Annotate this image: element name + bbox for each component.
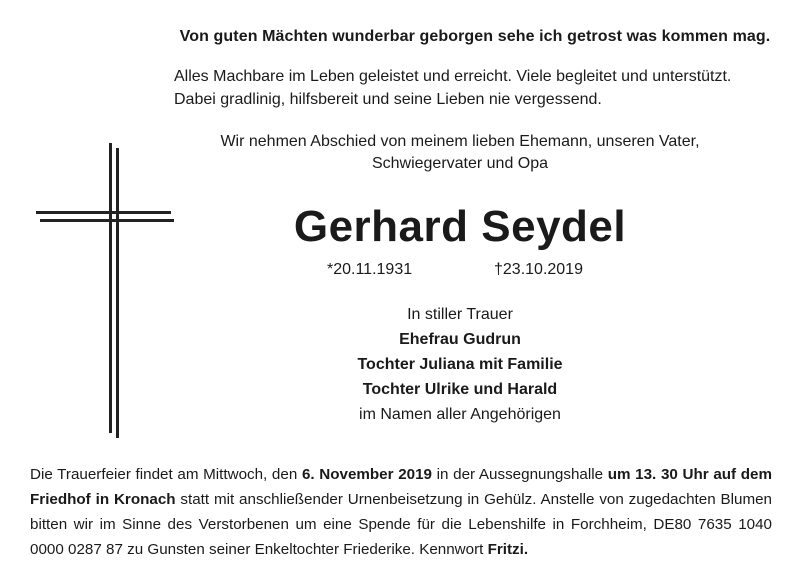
funeral-notice bbox=[30, 462, 772, 562]
mourners-block bbox=[180, 302, 740, 427]
intro-text bbox=[174, 65, 774, 111]
mourners-outro: im Namen aller Angehörigen bbox=[359, 406, 561, 423]
death-date: †23.10.2019 bbox=[494, 261, 583, 278]
mourner-wife: Ehefrau Gudrun bbox=[399, 331, 521, 348]
funeral-text-3: statt mit anschließender Urnenbeisetzung in Gehülz. Anstelle von zugedachten Blumen bitten wir im Sinne des Verstorbenen um eine Spende für die Lebenshilfe in Forchheim, DE80 7635 1040 0000 0287 87 zu Gunsten seiner Enkeltochter Friederike. Kennwort bbox=[30, 491, 772, 558]
mourners-intro: In stiller Trauer bbox=[407, 306, 513, 323]
funeral-text-2: in der Aussegnungshalle bbox=[432, 466, 608, 483]
motto: Von guten Mächten wunderbar geborgen sehe ich getrost was kommen mag. bbox=[179, 28, 771, 45]
funeral-date: 6. November 2019 bbox=[301, 466, 432, 483]
farewell-text bbox=[180, 131, 740, 175]
cross-icon bbox=[36, 143, 176, 438]
farewell-line-2: Schwiegervater und Opa bbox=[371, 155, 549, 172]
funeral-keyword: Fritzi. bbox=[487, 541, 529, 558]
intro-line-2: Dabei gradlinig, hilfsbereit und seine Lieben nie vergessend. bbox=[174, 91, 602, 108]
intro-line-1: Alles Machbare im Leben geleistet und erreicht. Viele begleitet und unterstützt. bbox=[174, 68, 732, 85]
farewell-line-1: Wir nehmen Abschied von meinem lieben Ehemann, unseren Vater, bbox=[220, 133, 700, 150]
deceased-name: Gerhard Seydel bbox=[293, 202, 627, 251]
birth-date: *20.11.1931 bbox=[327, 261, 413, 278]
funeral-time-place: um 13. 30 Uhr auf dem Friedhof in Kronach bbox=[30, 466, 772, 508]
mourner-daughter-1: Tochter Juliana mit Familie bbox=[357, 356, 563, 373]
funeral-text-1: Die Trauerfeier findet am Mittwoch, den bbox=[30, 466, 302, 483]
mourner-daughter-2: Tochter Ulrike und Harald bbox=[362, 381, 558, 398]
